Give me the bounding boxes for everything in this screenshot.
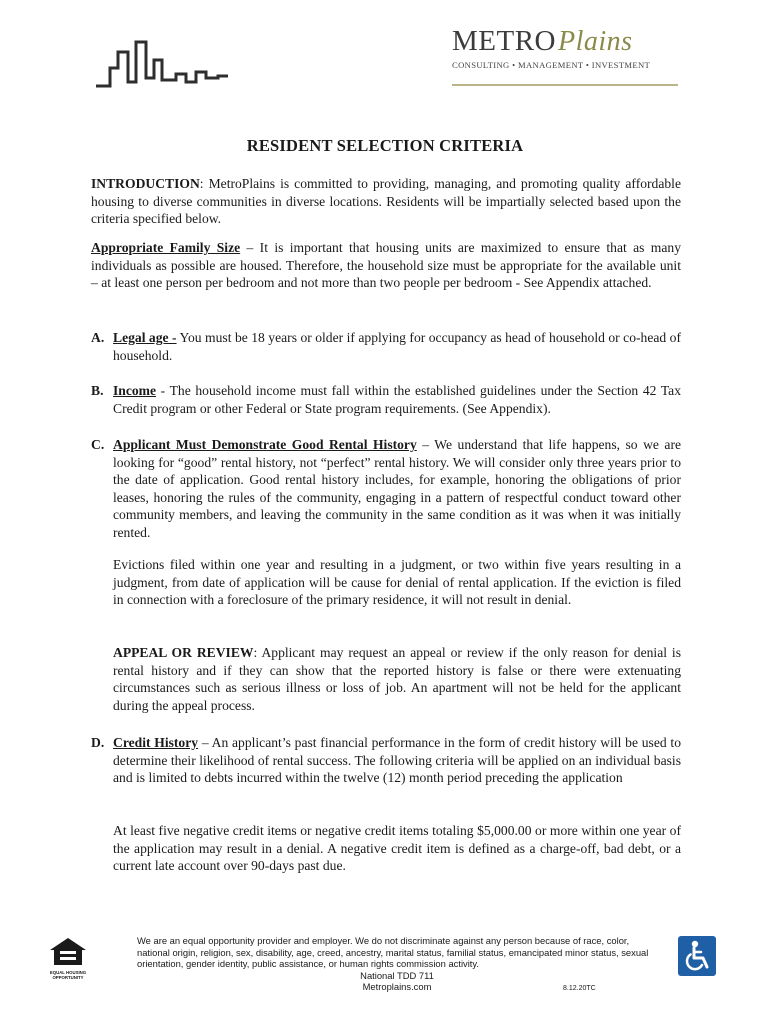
wheelchair-graphic [678, 936, 716, 976]
criteria-item-b [91, 382, 681, 417]
wheelchair-icon [678, 936, 716, 976]
rental-history-label: Applicant Must Demonstrate Good Rental History [113, 437, 417, 452]
criteria-item-c [91, 436, 681, 542]
logo-tagline: CONSULTING • MANAGEMENT • INVESTMENT [452, 60, 651, 70]
equal-housing-text [48, 971, 88, 981]
evictions-paragraph: Evictions filed within one year and resulting in a judgment, or two within five years resulting in a judgment, from date of application will be cause for denial of rental application. If the eviction is filed in connection with a foreclosure of the primary residence, it will not result in denial. [113, 557, 681, 608]
legal-age-label: Legal age - [113, 330, 177, 345]
family-size-paragraph [91, 239, 681, 292]
legal-age-text: You must be 18 years or older if applying for occupancy as head of household or co-head of household. [113, 330, 681, 363]
tdd-number: National TDD 711 [360, 969, 434, 981]
rental-history-text: – We understand that life happens, so we are looking for “good” rental history, not “perfect” rental history. We will consider only three years prior to the date of application. Good rental history includes, for example, honoring the obligations of prior leases, honoring the rules of the community, engaging in a pattern of respectful conduct toward other community members, and leaving the community in the same condition as it was when it was initially rented. [113, 437, 682, 540]
equal-housing-line2: OPPORTUNITY [52, 974, 84, 980]
credit-history-text: – An applicant’s past financial performance in the form of credit history will be used to determine their likelihood of rental success. The following criteria will be applied on an individual basis and is limited to debts incurred within the twelve (12) month period preceding the application [113, 735, 681, 786]
intro-label: INTRODUCTION [91, 176, 200, 191]
page-title: RESIDENT SELECTION CRITERIA [246, 136, 524, 155]
intro-text: : MetroPlains is committed to providing, managing, and promoting quality affordable housing to diverse communities in diverse locations. Residents will be impartially selected based upon the criteria specified below. [91, 176, 681, 227]
item-letter-c: C. [91, 437, 105, 452]
appeal-label: APPEAL OR REVIEW [113, 645, 254, 660]
income-label: Income [113, 383, 157, 398]
logo-main-text: METRO [452, 25, 556, 57]
equal-housing-icon [48, 936, 88, 981]
logo-script-text: Plains [558, 26, 633, 57]
criteria-item-d [91, 734, 681, 787]
website-link[interactable]: Metroplains.com [362, 981, 432, 993]
skyline-logo-graphic [96, 38, 236, 90]
family-size-label: Appropriate Family Size [91, 240, 241, 255]
item-letter-d: D. [91, 735, 105, 750]
appeal-text: : Applicant may request an appeal or review if the only reason for denial is rental history and if they can show that the reported history is false or there were extenuating circumstances such as serious illness or loss of job. An apartment will not be held for the applicant during the appeal process. [113, 645, 681, 713]
item-letter-a: A. [91, 330, 105, 345]
credit-history-label: Credit History [113, 735, 199, 750]
nondiscrimination-statement: We are an equal opportunity provider and employer. We do not discriminate against any person because of race, color, national origin, religion, sex, disability, age, creed, ancestry, marital status, familial status, emancipated minor status, sexual orientation, gender identity, public assistance, or human rights commission activity. [137, 935, 649, 970]
family-size-text: – It is important that housing units are maximized to ensure that as many individuals as possible are housed. Therefore, the household size must be appropriate for the available unit – at least one person per bedroom and not more than two people per bedroom - See Appendix attached. [91, 240, 681, 291]
criteria-item-a [91, 329, 681, 364]
logo-divider [452, 84, 678, 86]
appeal-paragraph [113, 644, 681, 714]
equal-housing-line1: EQUAL HOUSING [49, 970, 87, 975]
income-text: - The household income must fall within the established guidelines under the Section 42 Tax Credit program or other Federal or State program requirements. (See Appendix). [113, 383, 681, 416]
negative-credit-paragraph: At least five negative credit items or negative credit items totaling $5,000.00 or more within one year of the application may result in a denial. A negative credit item is defined as a charge-off, bad debt, or a current late account over 90-days past due. [113, 823, 681, 874]
document-code: 8.12.20TC [563, 985, 596, 992]
item-letter-b: B. [91, 383, 104, 398]
intro-paragraph [91, 175, 681, 228]
equal-housing-house-graphic [48, 936, 88, 966]
metroplains-logo [452, 24, 682, 70]
